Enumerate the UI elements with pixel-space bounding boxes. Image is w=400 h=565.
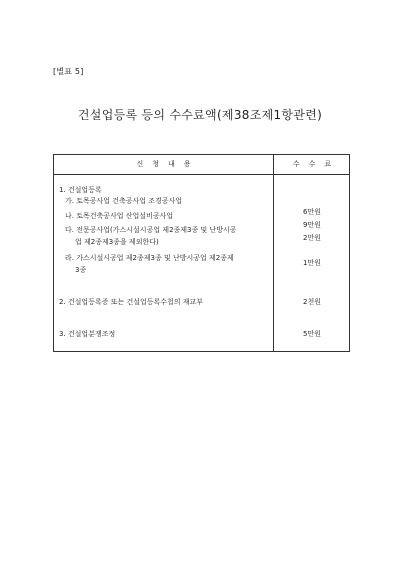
section-3-fee: 5만원 (303, 330, 321, 338)
column-divider (273, 155, 274, 351)
section-2-fee: 2천원 (303, 298, 321, 306)
fee-value: 2만원 (303, 234, 321, 242)
header-fee: 수수료 (292, 160, 341, 168)
table-header-row (54, 155, 349, 175)
fee-value: 6만원 (303, 208, 321, 216)
page-title: 건설업등록 등의 수수료액(제38조제1항관련) (77, 108, 323, 122)
fee-table (53, 154, 350, 352)
section-2-label: 2. 건설업등록증 또는 건설업등록수첩의 재교부 (59, 298, 204, 306)
page-label: [별표 5] (53, 67, 84, 76)
header-application-content: 신청내용 (136, 160, 200, 168)
section-1-item-c-line2: 업 제2종제3종을 제외한다) (75, 238, 159, 246)
section-1-item-b: 나. 토목건축공사업 산업설비공사업 (65, 212, 174, 220)
fee-value: 9만원 (303, 221, 321, 229)
section-1-item-d-line2: 3종 (75, 266, 87, 274)
fee-value: 1만원 (303, 259, 321, 267)
section-3-label: 3. 건설업분쟁조정 (59, 330, 116, 338)
section-1-item-a: 가. 토목공사업 건축공사업 조경공사업 (65, 197, 183, 205)
section-1-item-d-line1: 라. 가스시설시공업 제2종제3종 및 난방시공업 제2종제 (65, 254, 234, 262)
section-1-item-c-line1: 다. 전문공사업(가스시설시공업 제2종제3종 및 난방시공 (65, 226, 237, 234)
section-1-heading: 1. 건설업등록 (59, 186, 102, 194)
